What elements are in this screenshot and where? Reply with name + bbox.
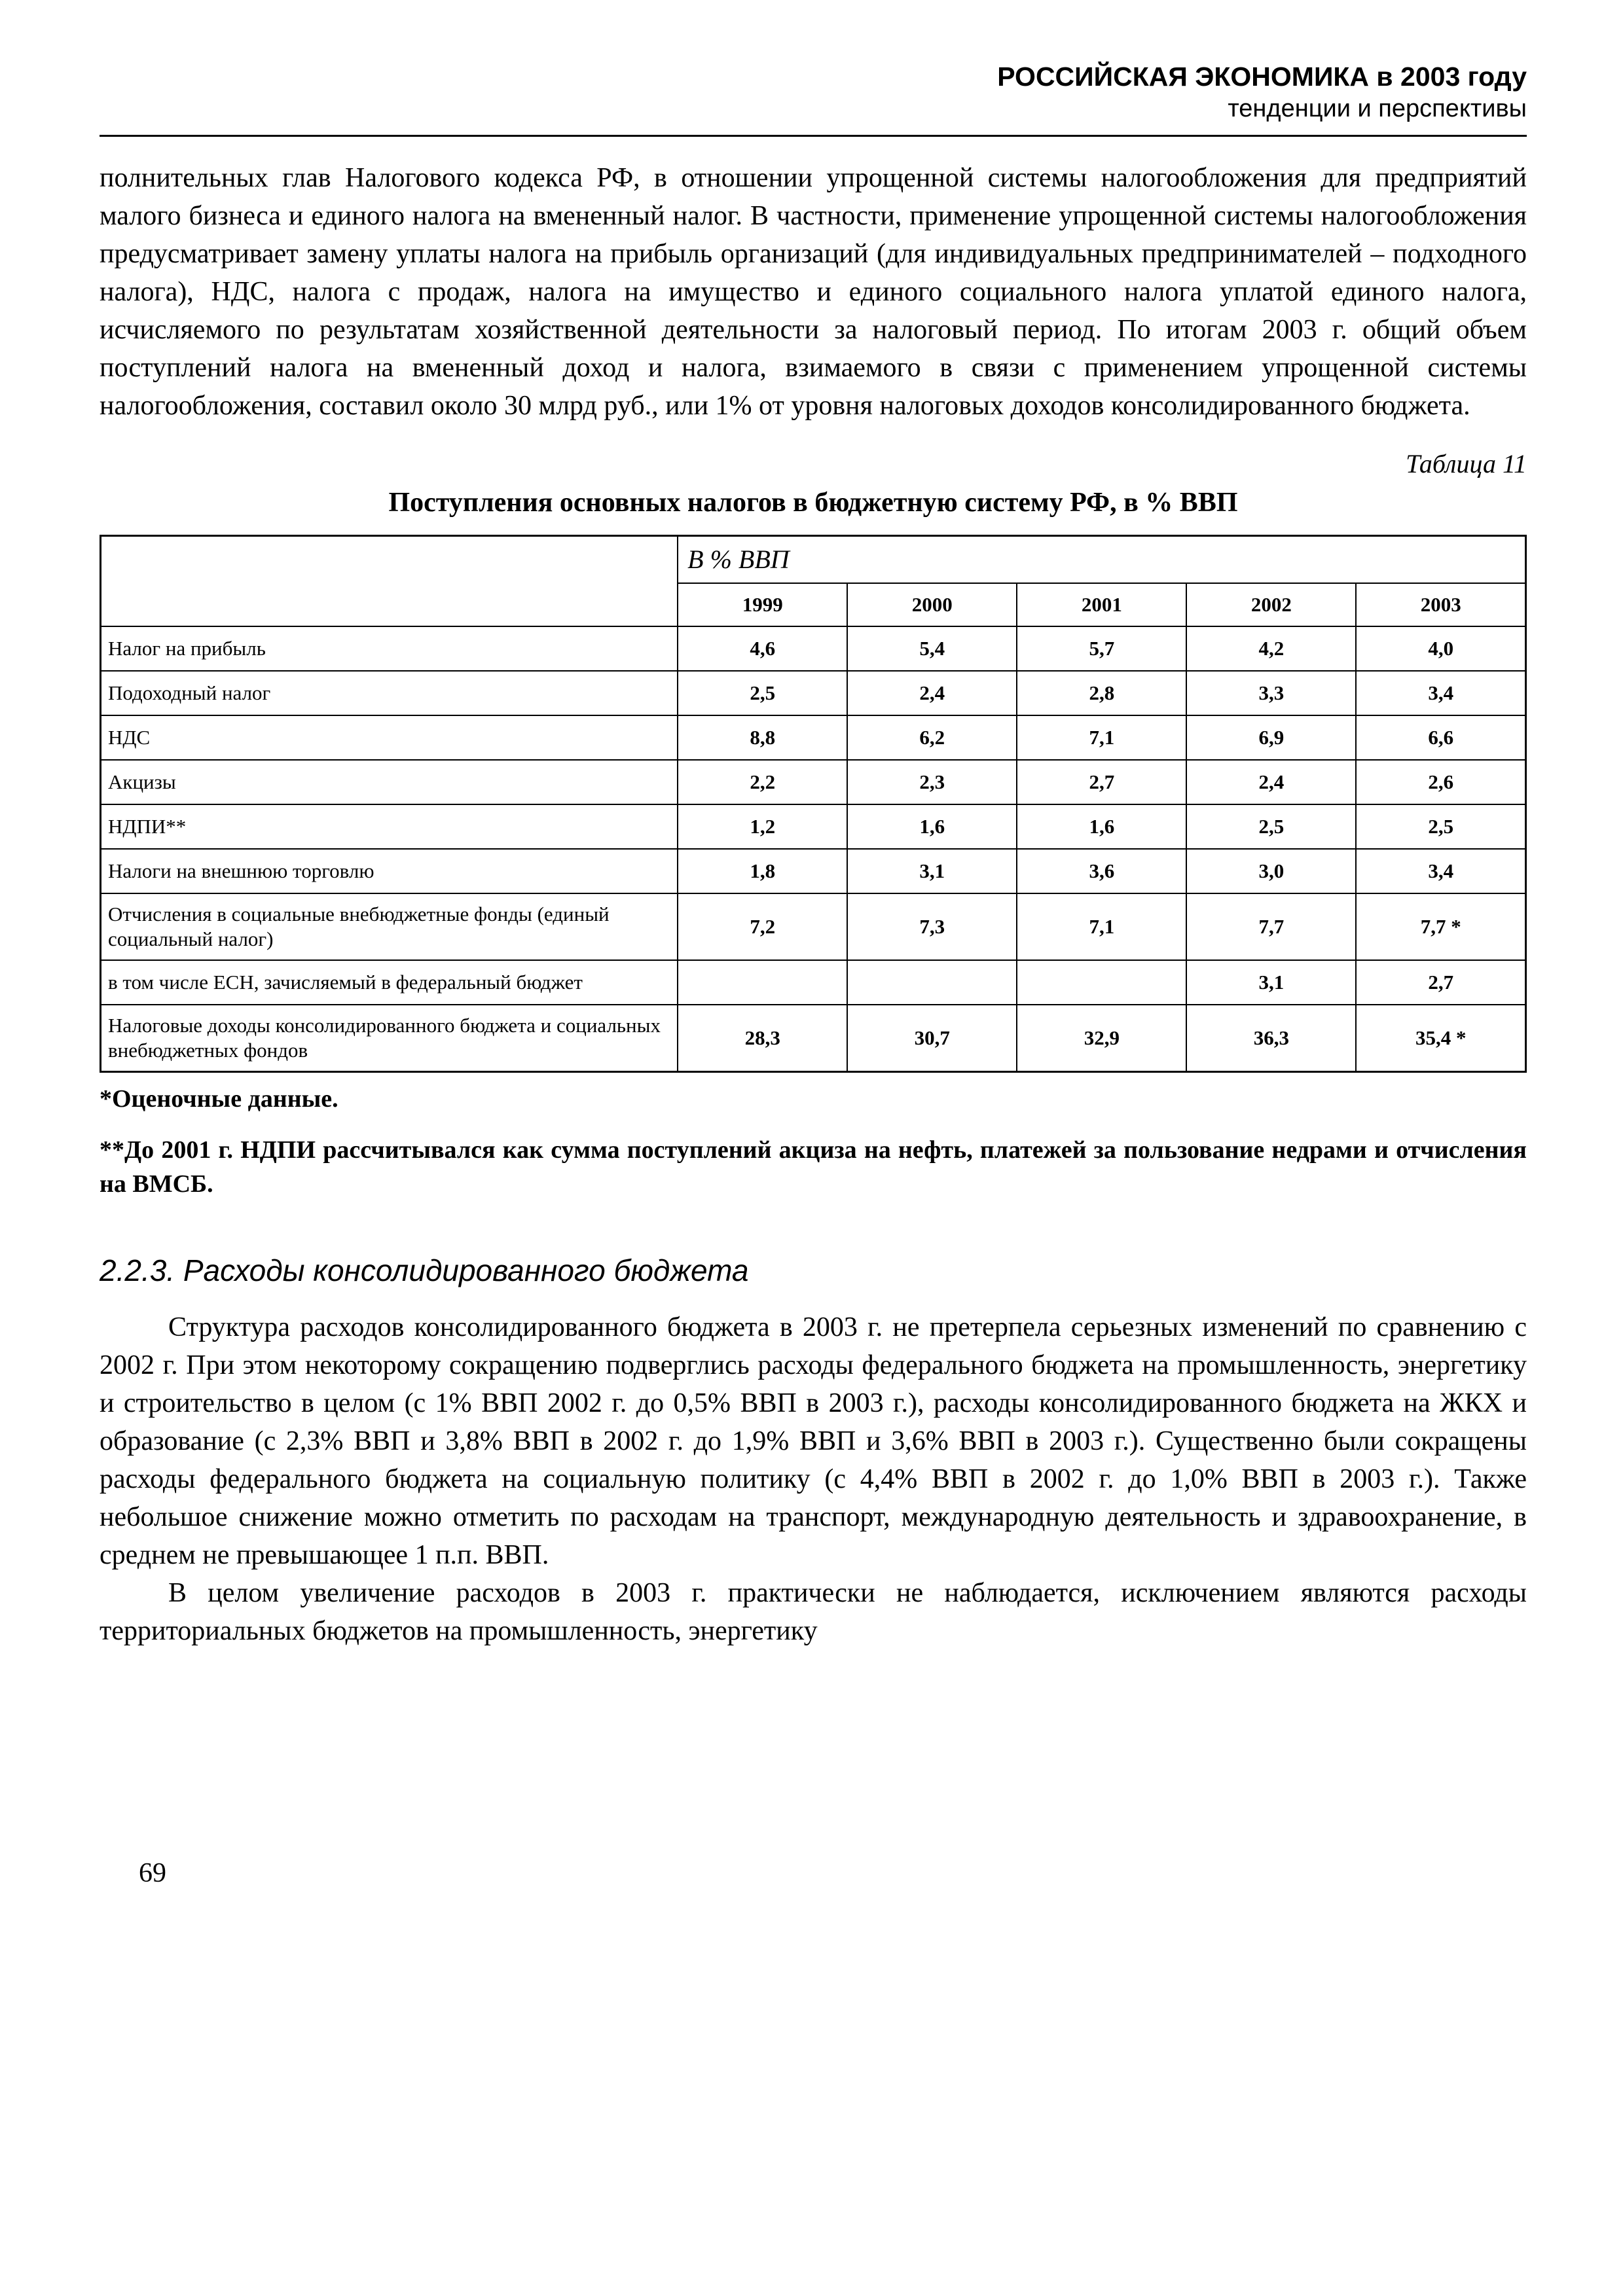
table-row <box>101 671 1526 715</box>
cell-value: 3,1 <box>1186 960 1356 1005</box>
cell-value: 4,2 <box>1186 626 1356 671</box>
year-header: 2001 <box>1017 583 1186 626</box>
cell-value: 5,4 <box>847 626 1017 671</box>
table-caption: Таблица 11 <box>1406 449 1527 478</box>
year-header: 2002 <box>1186 583 1356 626</box>
cell-value: 2,7 <box>1356 960 1525 1005</box>
cell-value: 28,3 <box>678 1005 847 1072</box>
cell-value: 3,3 <box>1186 671 1356 715</box>
cell-value: 2,3 <box>847 760 1017 804</box>
cell-value: 6,2 <box>847 715 1017 760</box>
cell-value: 3,6 <box>1017 849 1186 893</box>
cell-value: 7,1 <box>1017 715 1186 760</box>
cell-value: 7,7 * <box>1356 893 1525 960</box>
cell-value: 36,3 <box>1186 1005 1356 1072</box>
page-number: 69 <box>139 1858 166 1888</box>
cell-value: 2,7 <box>1017 760 1186 804</box>
row-label: в том числе ЕСН, зачисляемый в федеральный бюджет <box>101 960 678 1005</box>
paragraph-continuation: полнительных глав Налогового кодекса РФ, в отношении упрощенной системы налогообложения для предприятий малого бизнеса и единого налога на вмененный налог. В частности, применение упрощенной системы налогообложения предусматривает замену уплаты налога на прибыль организаций (для индивидуальных предпринимателей – подходного налога), НДС, налога с продаж, налога на имущество и единого социального налога уплатой единого налога, исчисляемого по результатам хозяйственной деятельности за налоговый период. По итогам 2003 г. общий объем поступлений налога на вмененный доход и налога, взимаемого в связи с применением упрощенной системы налогообложения, составил около 30 млрд руб., или 1% от уровня налоговых доходов консолидированного бюджета. <box>100 163 1527 421</box>
cell-value: 32,9 <box>1017 1005 1186 1072</box>
row-label: НДС <box>101 715 678 760</box>
running-head <box>100 60 1527 137</box>
cell-value: 7,3 <box>847 893 1017 960</box>
table-row <box>101 893 1526 960</box>
row-label: Налог на прибыль <box>101 626 678 671</box>
cell-value: 2,8 <box>1017 671 1186 715</box>
cell-value: 3,0 <box>1186 849 1356 893</box>
cell-value: 1,6 <box>847 804 1017 849</box>
header-rule <box>100 135 1527 137</box>
cell-value: 4,6 <box>678 626 847 671</box>
table-row <box>101 960 1526 1005</box>
year-header: 2003 <box>1356 583 1525 626</box>
section-heading: 2.2.3. Расходы консолидированного бюджета <box>100 1253 749 1287</box>
row-label: Акцизы <box>101 760 678 804</box>
cell-value: 7,2 <box>678 893 847 960</box>
cell-value <box>678 960 847 1005</box>
table-footnote-ndpi: **До 2001 г. НДПИ рассчитывался как сумма поступлений акциза на нефть, платежей за пользование недрами и отчисления на ВМСБ. <box>100 1136 1527 1198</box>
table-footnote-estimate: *Оценочные данные. <box>100 1085 338 1113</box>
cell-value: 2,4 <box>847 671 1017 715</box>
section-paragraph-1: Структура расходов консолидированного бюджета в 2003 г. не претерпела серьезных изменений по сравнению с 2002 г. При этом некоторому сокращению подверглись расходы федерального бюджета на промышленность, энергетику и строительство в целом (с 1% ВВП 2002 г. до 0,5% ВВП в 2003 г.), расходы консолидированного бюджета на ЖКХ и образование (с 2,3% ВВП и 3,8% ВВП в 2002 г. до 1,9% ВВП и 3,6% ВВП в 2003 г.). Существенно были сокращены расходы федерального бюджета на социальную политику (с 4,4% ВВП в 2002 г. до 1,0% ВВП в 2003 г.). Также небольшое снижение можно отметить по расходам на транспорт, международную деятельность и здравоохранение, в среднем не превышающее 1 п.п. ВВП. <box>100 1312 1527 1570</box>
table-row <box>101 760 1526 804</box>
row-label: НДПИ** <box>101 804 678 849</box>
cell-value <box>847 960 1017 1005</box>
row-label: Налоги на внешнюю торговлю <box>101 849 678 893</box>
cell-value: 2,5 <box>1356 804 1525 849</box>
cell-value <box>1017 960 1186 1005</box>
cell-value: 6,6 <box>1356 715 1525 760</box>
cell-value: 4,0 <box>1356 626 1525 671</box>
cell-value: 35,4 * <box>1356 1005 1525 1072</box>
unit-header: В % ВВП <box>678 536 1525 583</box>
content-area <box>100 60 1527 1650</box>
row-label: Налоговые доходы консолидированного бюджета и социальных внебюджетных фондов <box>101 1005 678 1072</box>
table-row <box>101 1005 1526 1072</box>
cell-value: 2,4 <box>1186 760 1356 804</box>
cell-value: 1,2 <box>678 804 847 849</box>
table-row <box>101 849 1526 893</box>
row-label: Подоходный налог <box>101 671 678 715</box>
cell-value: 3,1 <box>847 849 1017 893</box>
cell-value: 6,9 <box>1186 715 1356 760</box>
cell-value: 3,4 <box>1356 671 1525 715</box>
table-unit-row <box>101 536 1526 583</box>
empty-corner-cell <box>101 536 678 626</box>
table-row <box>101 626 1526 671</box>
cell-value: 8,8 <box>678 715 847 760</box>
cell-value: 2,5 <box>1186 804 1356 849</box>
tax-revenue-table <box>100 535 1527 1073</box>
year-header: 1999 <box>678 583 847 626</box>
report-title: РОССИЙСКАЯ ЭКОНОМИКА в 2003 году <box>997 62 1527 92</box>
cell-value: 2,6 <box>1356 760 1525 804</box>
table-title: Поступления основных налогов в бюджетную систему РФ, в % ВВП <box>388 488 1238 518</box>
cell-value: 5,7 <box>1017 626 1186 671</box>
report-subtitle: тенденции и перспективы <box>1228 95 1527 122</box>
cell-value: 1,8 <box>678 849 847 893</box>
cell-value: 1,6 <box>1017 804 1186 849</box>
cell-value: 2,2 <box>678 760 847 804</box>
table-row <box>101 804 1526 849</box>
cell-value: 30,7 <box>847 1005 1017 1072</box>
year-header: 2000 <box>847 583 1017 626</box>
cell-value: 7,1 <box>1017 893 1186 960</box>
cell-value: 3,4 <box>1356 849 1525 893</box>
section-paragraph-2: В целом увеличение расходов в 2003 г. практически не наблюдается, исключением являются расходы территориальных бюджетов на промышленность, энергетику <box>100 1577 1527 1646</box>
cell-value: 7,7 <box>1186 893 1356 960</box>
cell-value: 2,5 <box>678 671 847 715</box>
table-row <box>101 715 1526 760</box>
row-label: Отчисления в социальные внебюджетные фонды (единый социальный налог) <box>101 893 678 960</box>
